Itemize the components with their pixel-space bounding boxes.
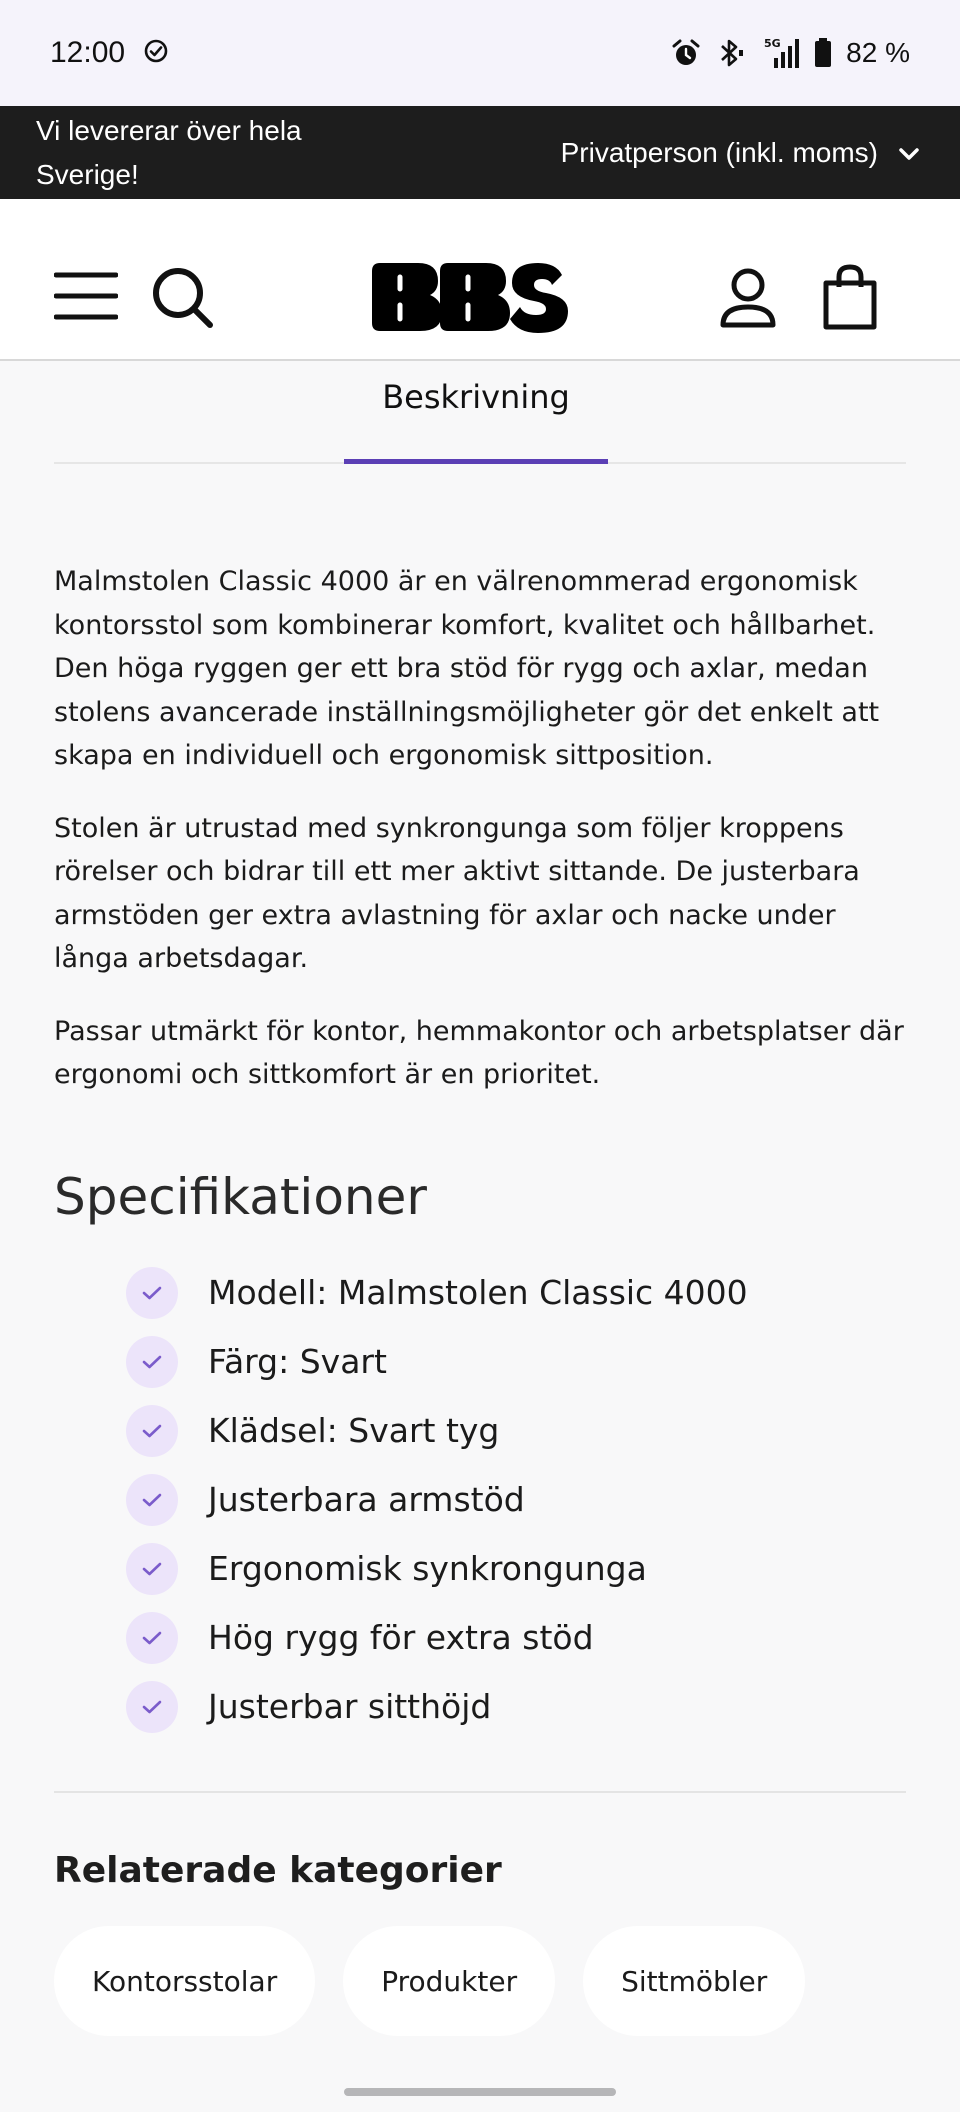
cart-icon[interactable] <box>822 263 878 331</box>
check-icon <box>126 1681 178 1733</box>
check-icon <box>126 1543 178 1595</box>
bluetooth-icon <box>716 37 746 69</box>
signal-icon <box>760 36 800 70</box>
battery-percent: 82 % <box>846 37 910 68</box>
check-icon <box>126 1405 178 1457</box>
specifications-list <box>126 1258 748 1741</box>
check-icon <box>126 1267 178 1319</box>
home-indicator[interactable] <box>344 2088 616 2096</box>
account-icon[interactable] <box>718 265 778 331</box>
spec-text: Modell: Malmstolen Classic 4000 <box>208 1273 748 1312</box>
related-categories-heading: Relaterade kategorier <box>54 1850 502 1891</box>
spec-text: Justerbar sitthöjd <box>208 1687 492 1726</box>
svg-text:5G: 5G <box>764 37 781 50</box>
spec-item <box>126 1396 748 1465</box>
tab-bar <box>54 362 906 464</box>
search-icon[interactable] <box>150 265 216 331</box>
product-description <box>54 560 914 1126</box>
status-right <box>670 36 910 70</box>
spec-text: Färg: Svart <box>208 1342 387 1381</box>
site-header <box>0 199 960 361</box>
status-left <box>50 36 169 70</box>
check-icon <box>126 1612 178 1664</box>
customer-type-select[interactable] <box>561 137 920 169</box>
specifications-heading: Specifikationer <box>54 1168 427 1226</box>
check-circle-icon <box>143 38 169 68</box>
menu-icon[interactable] <box>54 271 118 321</box>
related-categories <box>54 1926 805 2036</box>
spec-item <box>126 1465 748 1534</box>
spec-item <box>126 1258 748 1327</box>
description-paragraph: Malmstolen Classic 4000 är en välrenommerad ergonomisk kontorsstol som kombinerar komfort, kvalitet och hållbarhet. Den höga ryggen ger ett bra stöd för rygg och axlar, medan stolens avancerade inställningsmöjligheter gör det enkelt att skapa en individuell och ergonomisk sittposition. <box>54 566 880 771</box>
alarm-icon <box>670 37 702 69</box>
check-icon <box>126 1336 178 1388</box>
check-icon <box>126 1474 178 1526</box>
spec-text: Ergonomisk synkrongunga <box>208 1549 647 1588</box>
promo-message: Vi levererar över hela Sverige! <box>36 114 302 190</box>
spec-text: Justerbara armstöd <box>208 1480 525 1519</box>
description-paragraph: Stolen är utrustad med synkrongunga som följer kroppens rörelser och bidrar till ett mer aktivt sittande. De justerbara armstöden ger extra avlastning för axlar och nacke under långa arbetsdagar. <box>54 812 860 974</box>
section-divider <box>54 1791 906 1793</box>
logo[interactable] <box>370 257 570 335</box>
promo-bar <box>0 106 960 199</box>
description-paragraph: Passar utmärkt för kontor, hemmakontor och arbetsplatser där ergonomi och sittkomfort är en prioritet. <box>54 1015 904 1090</box>
category-chip-produkter[interactable]: Produkter <box>343 1926 555 2036</box>
spec-item <box>126 1672 748 1741</box>
category-chip-kontorsstolar[interactable]: Kontorsstolar <box>54 1926 315 2036</box>
battery-icon <box>814 38 832 68</box>
spec-item <box>126 1603 748 1672</box>
status-bar <box>0 0 960 106</box>
tab-description[interactable]: Beskrivning <box>344 362 608 464</box>
spec-item <box>126 1327 748 1396</box>
spec-item <box>126 1534 748 1603</box>
chevron-down-icon <box>898 137 920 169</box>
customer-type-label: Privatperson (inkl. moms) <box>560 136 878 168</box>
category-chip-sittmobler[interactable]: Sittmöbler <box>583 1926 805 2036</box>
spec-text: Hög rygg för extra stöd <box>208 1618 594 1657</box>
spec-text: Klädsel: Svart tyg <box>208 1411 500 1450</box>
status-time: 12:00 <box>50 36 126 69</box>
